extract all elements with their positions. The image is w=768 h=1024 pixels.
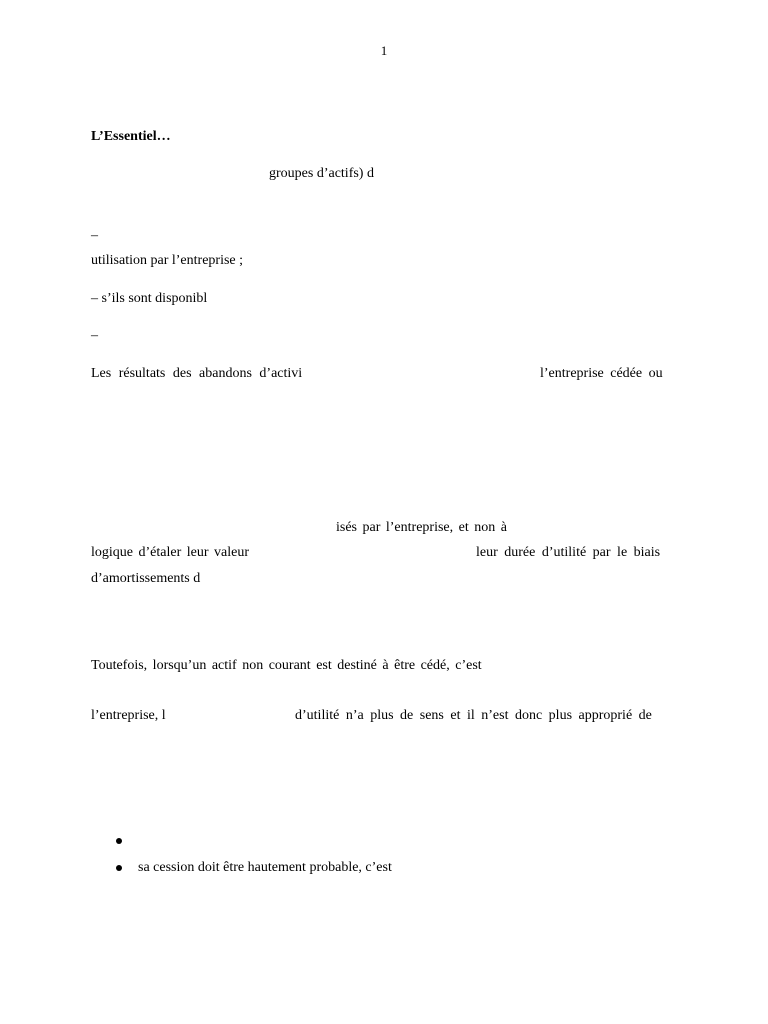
paragraph-line: Toutefois, lorsqu’un actif non courant est destiné à être cédé, c’est — [91, 658, 482, 673]
paragraph-line: leur durée d’utilité par le biais — [476, 545, 661, 560]
text-line: utilisation par l’entreprise ; — [91, 253, 244, 268]
text-line: – s’ils sont disponibl — [91, 291, 208, 306]
dash-marker: – — [91, 228, 98, 243]
paragraph-line: l’entreprise cédée ou — [540, 366, 663, 381]
list-item-text: sa cession doit être hautement probable, c’est — [138, 860, 392, 875]
paragraph-line: logique d’étaler leur valeur — [91, 545, 249, 560]
paragraph-line: isés par l’entreprise, et non à — [336, 520, 507, 535]
bullet-icon — [116, 865, 122, 871]
paragraph-line: d’utilité n’a plus de sens et il n’est donc plus approprié de — [295, 708, 652, 723]
bullet-icon — [116, 838, 122, 844]
section-title: L’Essentiel… — [91, 129, 171, 144]
paragraph-line: Les résultats des abandons d’activi — [91, 366, 303, 381]
paragraph-line: d’amortissements d — [91, 571, 201, 586]
dash-marker: – — [91, 328, 98, 343]
page-number: 1 — [380, 43, 388, 58]
text-line: groupes d’actifs) d — [269, 166, 374, 181]
paragraph-line: l’entreprise, l — [91, 708, 166, 723]
